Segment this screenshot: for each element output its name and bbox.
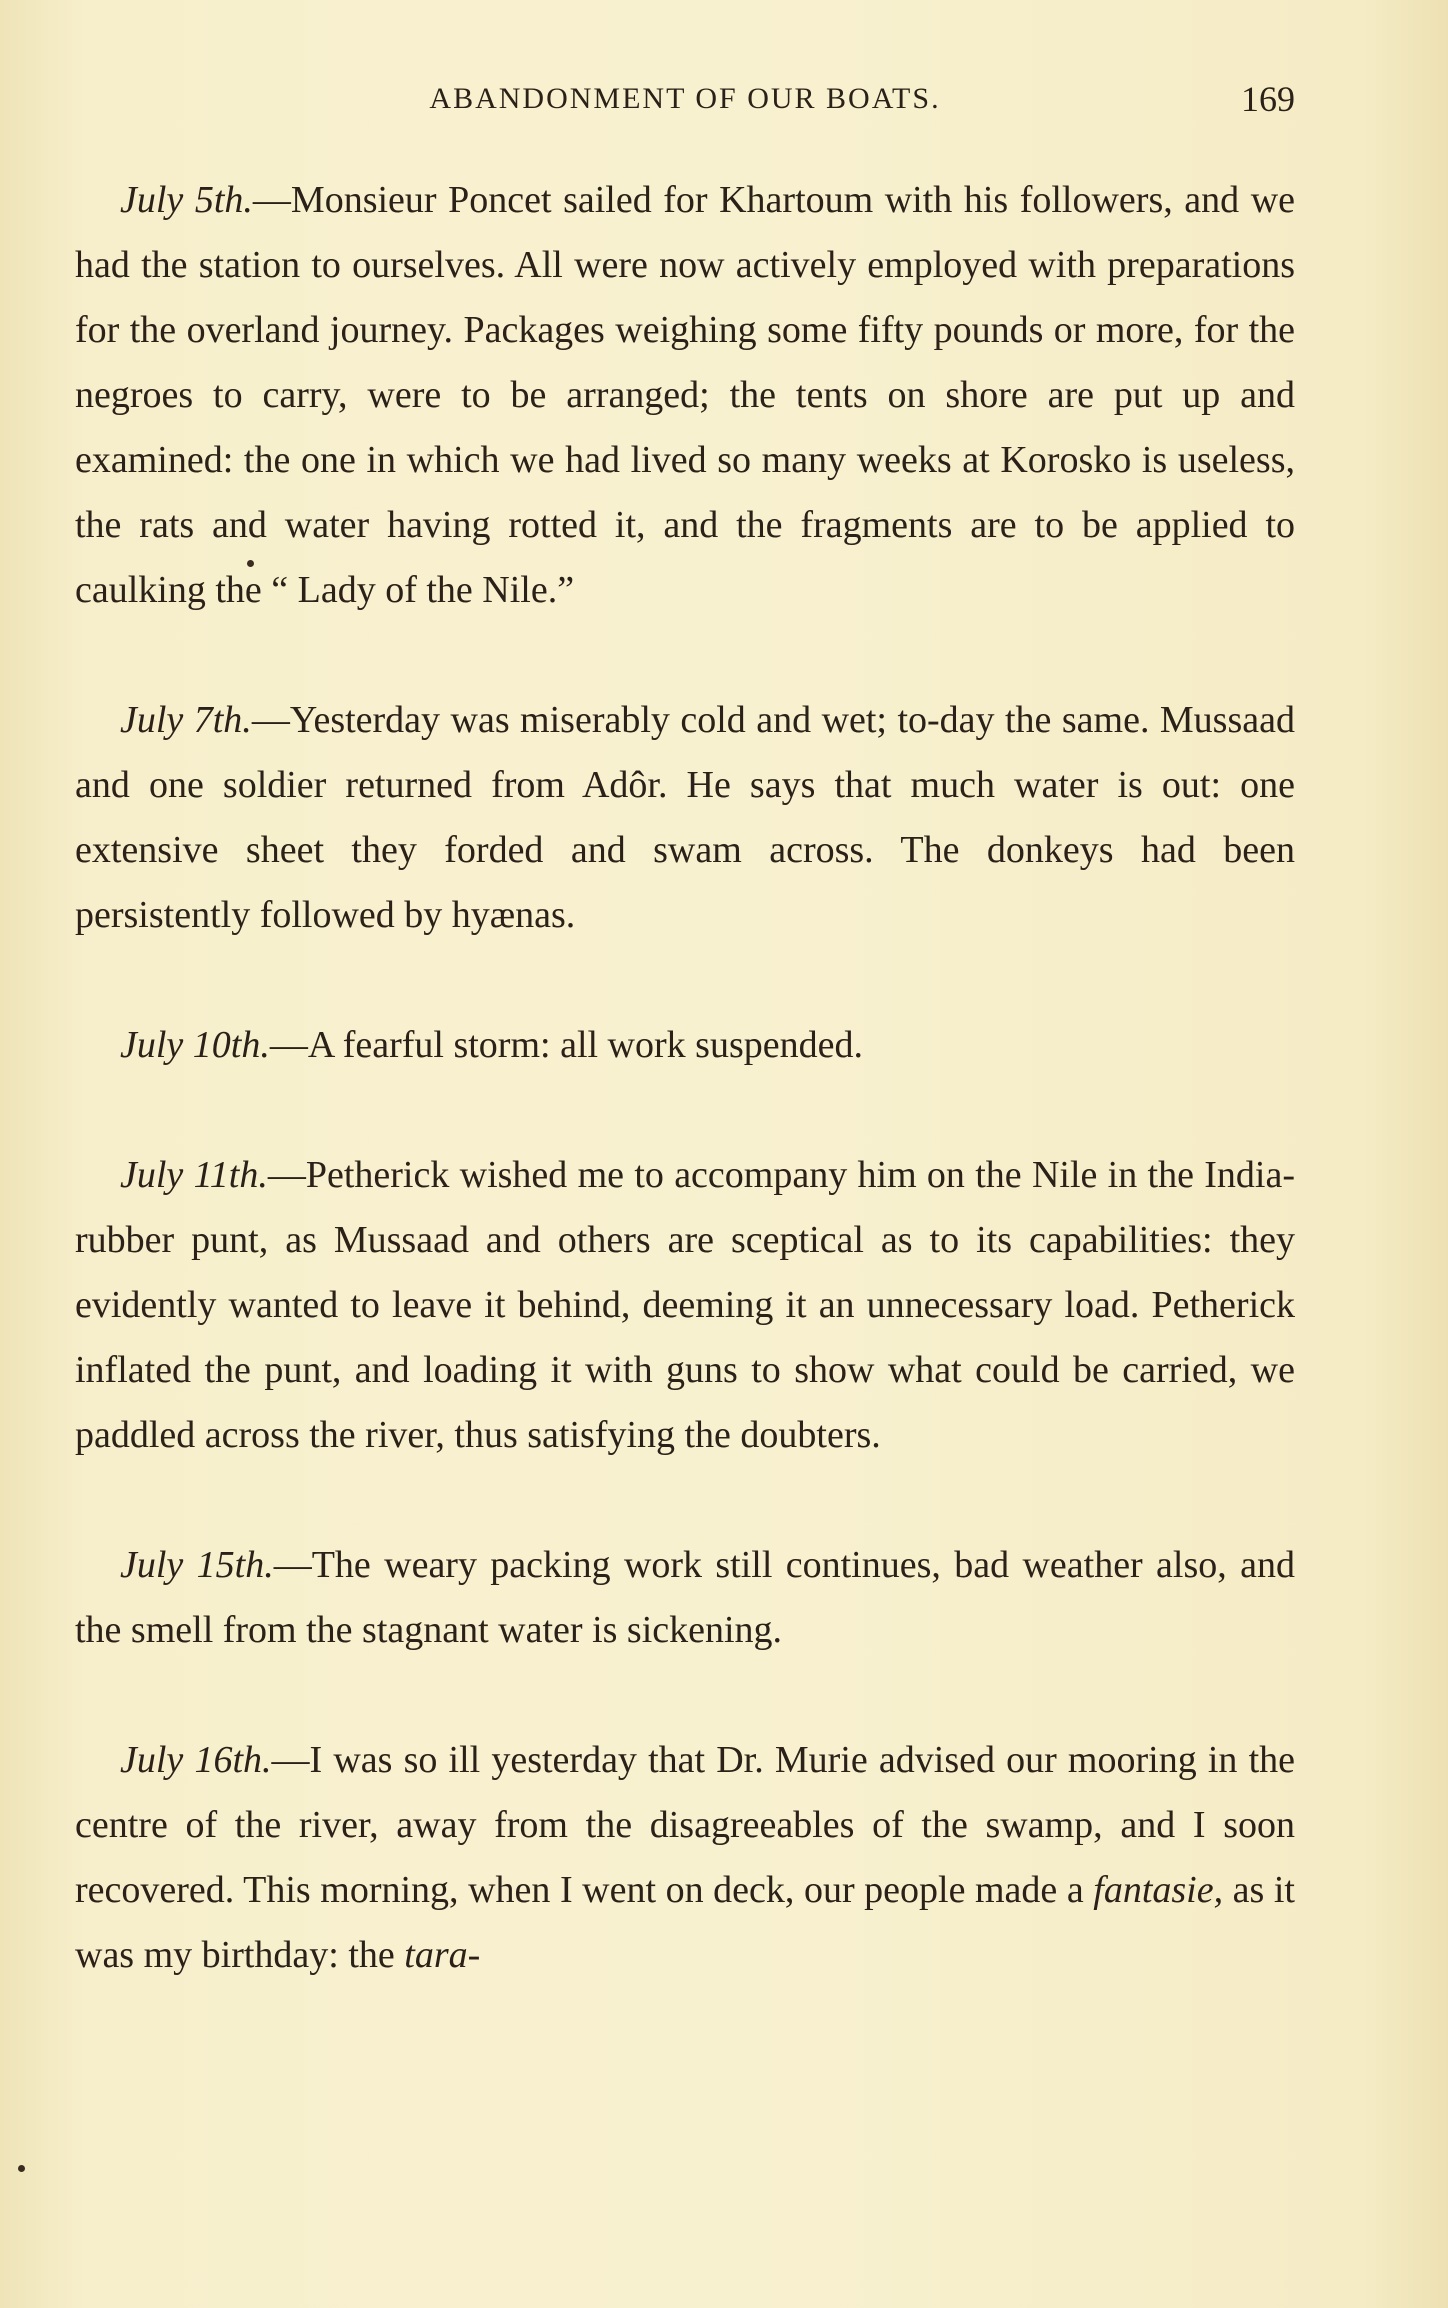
diary-entry-july-16 [75, 1728, 1295, 1988]
entry-text: —The weary packing work still continues, bad weather also, and the smell from the stagnant water is sickening. [75, 1544, 1295, 1651]
entry-text-continued: as it was my birthday: the [75, 1869, 1295, 1976]
entry-date: July 11th. [120, 1154, 268, 1196]
diary-entry-july-10 [75, 1013, 1295, 1078]
ink-speck [18, 2165, 25, 2172]
entry-date: July 10th. [120, 1024, 270, 1066]
entry-text: —A fearful storm: all work suspended. [269, 1024, 863, 1066]
entry-text: —I was so ill yesterday that Dr. Murie advised our mooring in the centre of the river, away from the disagreeables of the swamp, and I soon recovered. This morning, when I went on deck, our people made a [75, 1739, 1295, 1911]
running-title: ABANDONMENT OF OUR BOATS. [429, 82, 941, 115]
diary-entry-july-5 [75, 168, 1295, 623]
entry-date: July 16th. [120, 1739, 272, 1781]
running-head [75, 79, 1295, 132]
italic-word: tara- [404, 1934, 481, 1976]
entry-date: July 7th. [120, 699, 252, 741]
diary-entry-july-7 [75, 688, 1295, 948]
entry-text: —Monsieur Poncet sailed for Khartoum with his followers, and we had the station to ourselves. All were now actively employed with preparations for the overland journey. Packages weighing some fifty pounds or more, for the negroes to carry, were to be arranged; the tents on shore are put up and examined: the one in which we had lived so many weeks at Korosko is useless, the rats and water having rotted it, and the fragments are to be applied to caulking the “ Lady of the Nile.” [75, 179, 1295, 611]
entry-text: —Petherick wished me to accompany him on the Nile in the India-rubber punt, as Mussaad and others are sceptical as to its capabilities: they evidently wanted to leave it behind, deeming it an unnecessary load. Petherick inflated the punt, and loading it with guns to show what could be carried, we paddled across the river, thus satisfying the doubters. [75, 1154, 1296, 1456]
diary-entry-july-11 [75, 1143, 1295, 1468]
page-number: 169 [1241, 79, 1295, 119]
entry-date: July 5th. [120, 179, 253, 221]
ink-speck [247, 560, 254, 567]
diary-body [75, 168, 1295, 1988]
entry-text: —Yesterday was miserably cold and wet; to-day the same. Mussaad and one soldier returned from Adôr. He says that much water is out: one extensive sheet they forded and swam across. The donkeys had been persistently followed by hyænas. [75, 699, 1295, 936]
entry-date: July 15th. [120, 1544, 274, 1586]
diary-entry-july-15 [75, 1533, 1295, 1663]
italic-word: fantasie, [1093, 1869, 1224, 1911]
